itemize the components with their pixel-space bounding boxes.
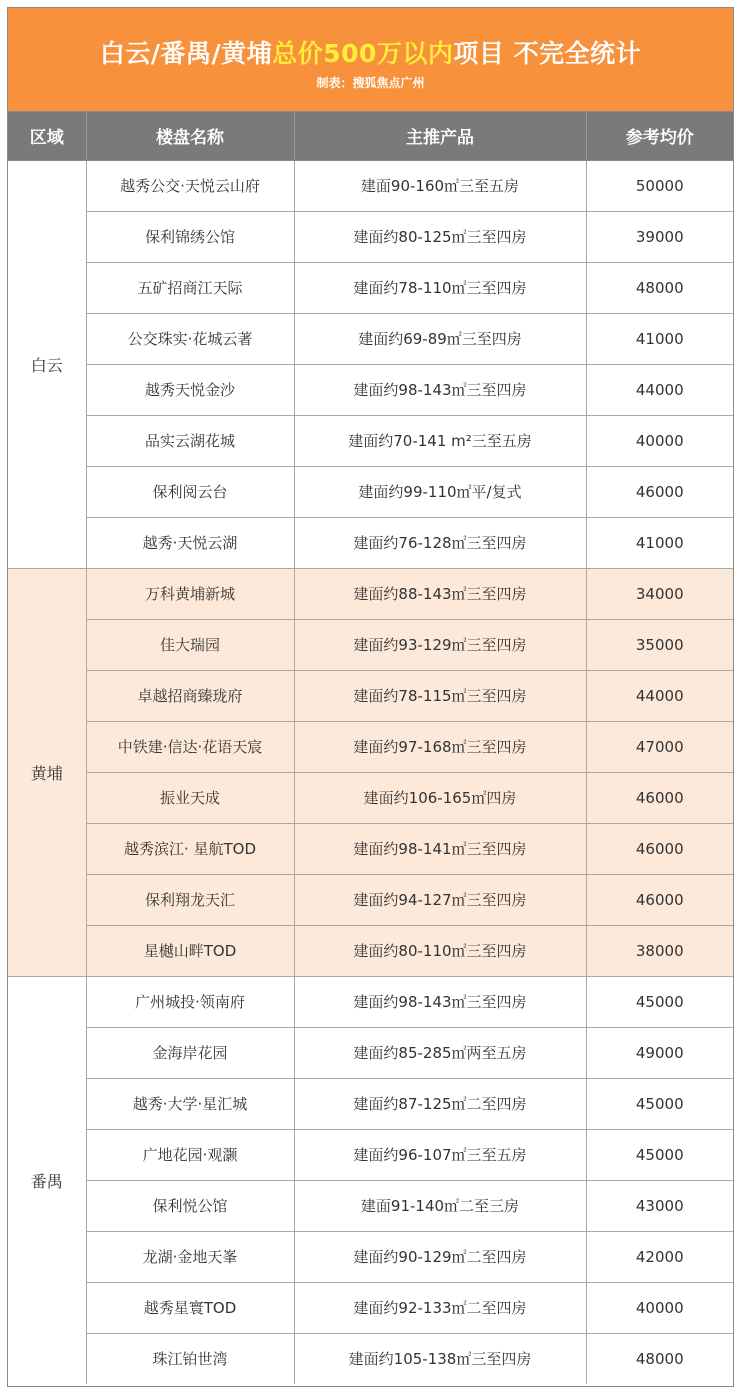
price-cell: 43000: [586, 1180, 733, 1231]
table-header-banner: [8, 8, 733, 112]
price-cell: 46000: [586, 874, 733, 925]
column-header-product: 主推产品: [294, 112, 586, 160]
price-cell: 48000: [586, 262, 733, 313]
price-table-card: [7, 7, 734, 1387]
property-name-cell: 龙湖·金地天峯: [86, 1231, 294, 1282]
property-price-table: [8, 112, 733, 1384]
price-cell: 41000: [586, 517, 733, 568]
column-header-row: [8, 112, 733, 160]
table-title: [8, 34, 733, 70]
price-cell: 42000: [586, 1231, 733, 1282]
title-highlight: 总价500万以内: [272, 39, 454, 68]
product-cell: 建面约80-110㎡三至四房: [294, 925, 586, 976]
product-cell: 建面约78-115㎡三至四房: [294, 670, 586, 721]
table-row: [8, 1180, 733, 1231]
price-cell: 38000: [586, 925, 733, 976]
product-cell: 建面约87-125㎡二至四房: [294, 1078, 586, 1129]
table-row: [8, 1333, 733, 1384]
price-cell: 45000: [586, 976, 733, 1027]
column-header-region: 区域: [8, 112, 86, 160]
property-name-cell: 中铁建·信达·花语天宸: [86, 721, 294, 772]
property-name-cell: 珠江铂世湾: [86, 1333, 294, 1384]
product-cell: 建面91-140㎡二至三房: [294, 1180, 586, 1231]
product-cell: 建面约106-165㎡四房: [294, 772, 586, 823]
price-cell: 39000: [586, 211, 733, 262]
property-name-cell: 公交珠实·花城云著: [86, 313, 294, 364]
table-row: [8, 211, 733, 262]
product-cell: 建面约80-125㎡三至四房: [294, 211, 586, 262]
price-cell: 46000: [586, 823, 733, 874]
property-name-cell: 品实云湖花城: [86, 415, 294, 466]
price-cell: 35000: [586, 619, 733, 670]
price-cell: 45000: [586, 1129, 733, 1180]
table-row: [8, 262, 733, 313]
table-row: [8, 1282, 733, 1333]
table-row: [8, 925, 733, 976]
property-name-cell: 保利锦绣公馆: [86, 211, 294, 262]
table-row: [8, 670, 733, 721]
price-cell: 40000: [586, 1282, 733, 1333]
product-cell: 建面约76-128㎡三至四房: [294, 517, 586, 568]
region-cell: 黄埔: [8, 568, 86, 976]
column-header-name: 楼盘名称: [86, 112, 294, 160]
property-name-cell: 佳大瑞园: [86, 619, 294, 670]
price-cell: 46000: [586, 466, 733, 517]
price-cell: 44000: [586, 364, 733, 415]
property-name-cell: 星樾山畔TOD: [86, 925, 294, 976]
table-row: [8, 466, 733, 517]
product-cell: 建面约78-110㎡三至四房: [294, 262, 586, 313]
product-cell: 建面约88-143㎡三至四房: [294, 568, 586, 619]
property-name-cell: 越秀·大学·星汇城: [86, 1078, 294, 1129]
property-name-cell: 振业天成: [86, 772, 294, 823]
table-row: [8, 1027, 733, 1078]
property-name-cell: 万科黄埔新城: [86, 568, 294, 619]
price-cell: 50000: [586, 160, 733, 211]
property-name-cell: 越秀·天悦云湖: [86, 517, 294, 568]
property-name-cell: 金海岸花园: [86, 1027, 294, 1078]
table-row: [8, 313, 733, 364]
product-cell: 建面约97-168㎡三至四房: [294, 721, 586, 772]
table-row: [8, 364, 733, 415]
product-cell: 建面约69-89㎡三至四房: [294, 313, 586, 364]
product-cell: 建面约96-107㎡三至五房: [294, 1129, 586, 1180]
product-cell: 建面90-160㎡三至五房: [294, 160, 586, 211]
table-row: [8, 1078, 733, 1129]
price-cell: 40000: [586, 415, 733, 466]
price-cell: 45000: [586, 1078, 733, 1129]
title-prefix: 白云/番禺/黄埔: [99, 39, 273, 68]
product-cell: 建面约99-110㎡平/复式: [294, 466, 586, 517]
product-cell: 建面约93-129㎡三至四房: [294, 619, 586, 670]
product-cell: 建面约94-127㎡三至四房: [294, 874, 586, 925]
property-name-cell: 五矿招商江天际: [86, 262, 294, 313]
title-suffix: 项目 不完全统计: [453, 39, 642, 68]
table-body: [8, 160, 733, 1384]
table-row: [8, 415, 733, 466]
property-name-cell: 卓越招商臻珑府: [86, 670, 294, 721]
property-name-cell: 越秀天悦金沙: [86, 364, 294, 415]
price-cell: 44000: [586, 670, 733, 721]
table-subtitle: 制表：搜狐焦点广州: [316, 76, 425, 90]
property-name-cell: 保利翔龙天汇: [86, 874, 294, 925]
product-cell: 建面约85-285㎡两至五房: [294, 1027, 586, 1078]
property-name-cell: 越秀公交·天悦云山府: [86, 160, 294, 211]
product-cell: 建面约98-141㎡三至四房: [294, 823, 586, 874]
table-row: [8, 874, 733, 925]
table-row: [8, 619, 733, 670]
price-cell: 47000: [586, 721, 733, 772]
table-row: [8, 568, 733, 619]
price-cell: 48000: [635, 1349, 684, 1368]
table-row: [8, 1129, 733, 1180]
product-cell: 建面约105-138㎡三至四房: [294, 1333, 586, 1384]
table-row: [8, 160, 733, 211]
price-cell: 41000: [586, 313, 733, 364]
region-cell: 番禺: [8, 976, 86, 1384]
table-row: [8, 721, 733, 772]
table-row: [8, 823, 733, 874]
table-row: [8, 1231, 733, 1282]
property-name-cell: 广州城投·领南府: [86, 976, 294, 1027]
column-header-price: 参考均价: [586, 112, 733, 160]
table-row: [8, 772, 733, 823]
property-name-cell: 保利悦公馆: [86, 1180, 294, 1231]
price-cell: 46000: [586, 772, 733, 823]
product-cell: 建面约70-141 m²三至五房: [294, 415, 586, 466]
product-cell: 建面约92-133㎡二至四房: [294, 1282, 586, 1333]
region-cell: 白云: [8, 160, 86, 568]
product-cell: 建面约98-143㎡三至四房: [294, 976, 586, 1027]
property-name-cell: 保利阅云台: [86, 466, 294, 517]
table-row: [8, 976, 733, 1027]
price-cell: 34000: [586, 568, 733, 619]
property-name-cell: 越秀星寰TOD: [86, 1282, 294, 1333]
price-cell: 49000: [586, 1027, 733, 1078]
property-name-cell: 广地花园·观灏: [86, 1129, 294, 1180]
product-cell: 建面约98-143㎡三至四房: [294, 364, 586, 415]
table-row: [8, 517, 733, 568]
product-cell: 建面约90-129㎡二至四房: [294, 1231, 586, 1282]
property-name-cell: 越秀滨江· 星航TOD: [86, 823, 294, 874]
